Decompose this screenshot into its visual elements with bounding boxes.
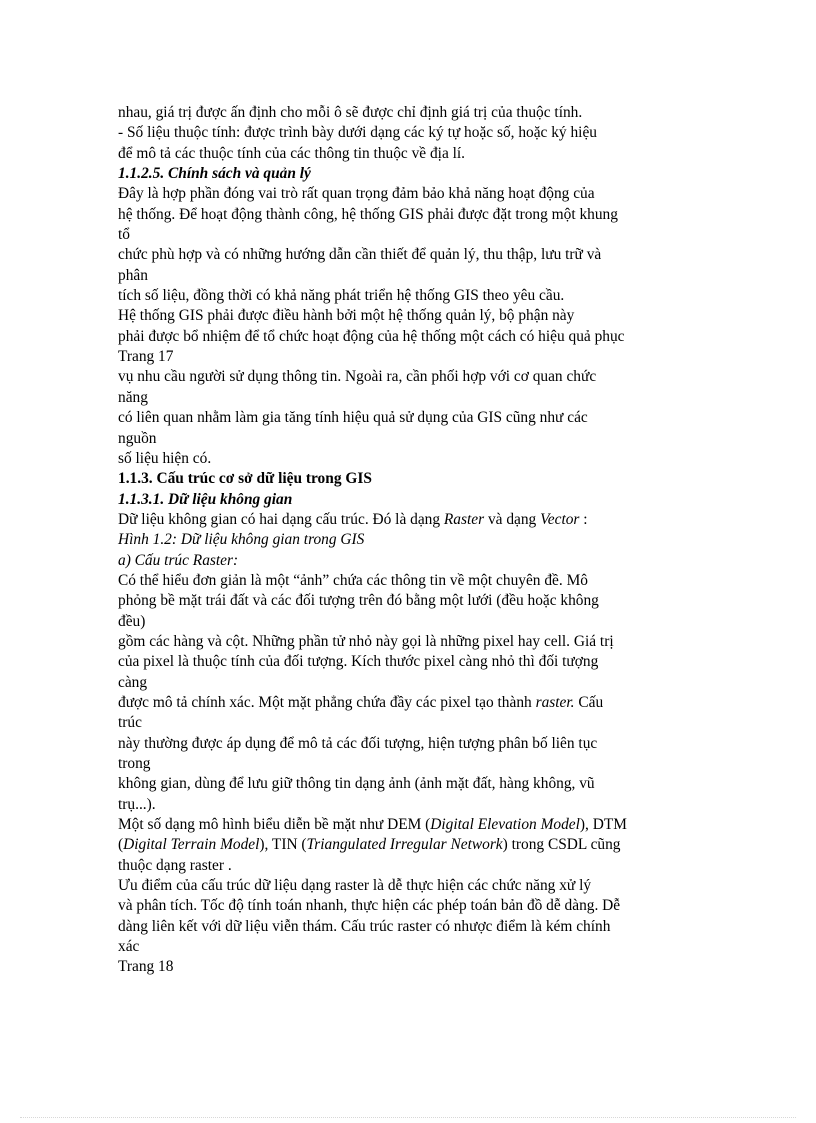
text-line: xác [118, 938, 140, 956]
text-line: chức phù hợp và có những hướng dẫn cần thiết để quản lý, thu thập, lưu trữ và [118, 246, 602, 264]
text-line: phải được bổ nhiệm để tổ chức hoạt động của hệ thống một cách có hiệu quả phục [118, 327, 625, 345]
text-segment: Cấu [574, 693, 604, 711]
text-line: và phân tích. Tốc độ tính toán nhanh, thực hiện các phép toán bản đồ dễ dàng. Dễ [118, 897, 621, 915]
italic-line: Hình 1.2: Dữ liệu không gian trong GIS [118, 531, 365, 549]
text-segment: : [579, 510, 588, 528]
document-body [118, 103, 718, 978]
text-line: để mô tả các thuộc tính của các thông tin thuộc về địa lí. [118, 144, 466, 162]
italic-line: a) Cấu trúc Raster: [118, 551, 239, 569]
text-line: Có thể hiểu đơn giản là một “ảnh” chứa các thông tin về một chuyên đề. Mô [118, 571, 588, 589]
text-line: này thường được áp dụng để mô tả các đối tượng, hiện tượng phân bố liên tục [118, 734, 598, 752]
section-heading: 1.1.3. Cấu trúc cơ sở dữ liệu trong GIS [118, 470, 372, 488]
text-line: Hệ thống GIS phải được điều hành bởi một hệ thống quản lý, bộ phận này [118, 307, 575, 325]
italic-term: Triangulated Irregular Network [306, 836, 503, 854]
text-line [118, 835, 718, 855]
text-line: trụ...). [118, 795, 156, 813]
text-line: - Số liệu thuộc tính: được trình bày dưới dạng các ký tự hoặc số, hoặc ký hiệu [118, 124, 597, 142]
page-bottom-divider [20, 1117, 796, 1118]
text-line: Ưu điểm của cấu trúc dữ liệu dạng raster là dễ thực hiện các chức năng xử lý [118, 877, 592, 895]
text-line: vụ nhu cầu người sử dụng thông tin. Ngoài ra, cần phối hợp với cơ quan chức [118, 368, 597, 386]
text-segment: được mô tả chính xác. Một mặt phẳng chứa đầy các pixel tạo thành [118, 693, 536, 711]
text-segment: ), TIN ( [259, 836, 307, 854]
text-line: của pixel là thuộc tính của đối tượng. Kích thước pixel càng nhỏ thì đối tượng [118, 653, 599, 671]
text-line: dàng liên kết với dữ liệu viễn thám. Cấu trúc raster có nhược điểm là kém chính [118, 917, 611, 935]
text-line: có liên quan nhằm làm gia tăng tính hiệu quả sử dụng của GIS cũng như các [118, 409, 588, 427]
text-line: càng [118, 673, 148, 691]
italic-term: Vector [540, 510, 580, 528]
text-line: tích số liệu, đồng thời có khả năng phát triển hệ thống GIS theo yêu cầu. [118, 287, 565, 305]
text-line: số liệu hiện có. [118, 449, 212, 467]
text-line: nhau, giá trị được ấn định cho mỗi ô sẽ được chỉ định giá trị của thuộc tính. [118, 104, 583, 121]
text-line: Đây là hợp phần đóng vai trò rất quan trọng đảm bảo khả năng hoạt động của [118, 185, 595, 203]
text-line: nguồn [118, 429, 157, 447]
text-line: năng [118, 388, 148, 406]
italic-term: Digital Elevation Model [430, 816, 580, 834]
subsection-heading: 1.1.2.5. Chính sách và quản lý [118, 165, 311, 183]
text-line [118, 693, 718, 713]
page-number: Trang 17 [118, 348, 174, 366]
text-line: không gian, dùng để lưu giữ thông tin dạng ảnh (ảnh mặt đất, hàng không, vũ [118, 775, 595, 793]
subsection-heading: 1.1.3.1. Dữ liệu không gian [118, 490, 293, 508]
text-segment: Dữ liệu không gian có hai dạng cấu trúc. Đó là dạng [118, 510, 444, 528]
text-line [118, 510, 718, 530]
text-segment: ) trong CSDL cũng [502, 836, 621, 854]
text-line: thuộc dạng raster . [118, 856, 232, 874]
text-line: phân [118, 266, 148, 284]
text-line: hệ thống. Để hoạt động thành công, hệ thống GIS phải được đặt trong một khung [118, 205, 618, 223]
text-line: phỏng bề mặt trái đất và các đối tượng trên đó bằng một lưới (đều hoặc không [118, 592, 599, 610]
text-line: tổ [118, 226, 130, 244]
page-number: Trang 18 [118, 958, 174, 976]
text-line: gồm các hàng và cột. Những phần tử nhỏ này gọi là những pixel hay cell. Giá trị [118, 632, 614, 650]
text-line: đều) [118, 612, 146, 630]
text-segment: và dạng [484, 510, 541, 528]
italic-term: raster. [535, 693, 575, 711]
text-line [118, 815, 718, 835]
text-segment: ), DTM [579, 816, 627, 834]
text-segment: Một số dạng mô hình biểu diễn bề mặt như DEM ( [118, 816, 431, 834]
italic-term: Digital Terrain Model [123, 836, 260, 854]
italic-term: Raster [443, 510, 485, 528]
text-segment: ( [118, 836, 124, 854]
text-line: trúc [118, 714, 142, 732]
text-line: trong [118, 755, 151, 772]
